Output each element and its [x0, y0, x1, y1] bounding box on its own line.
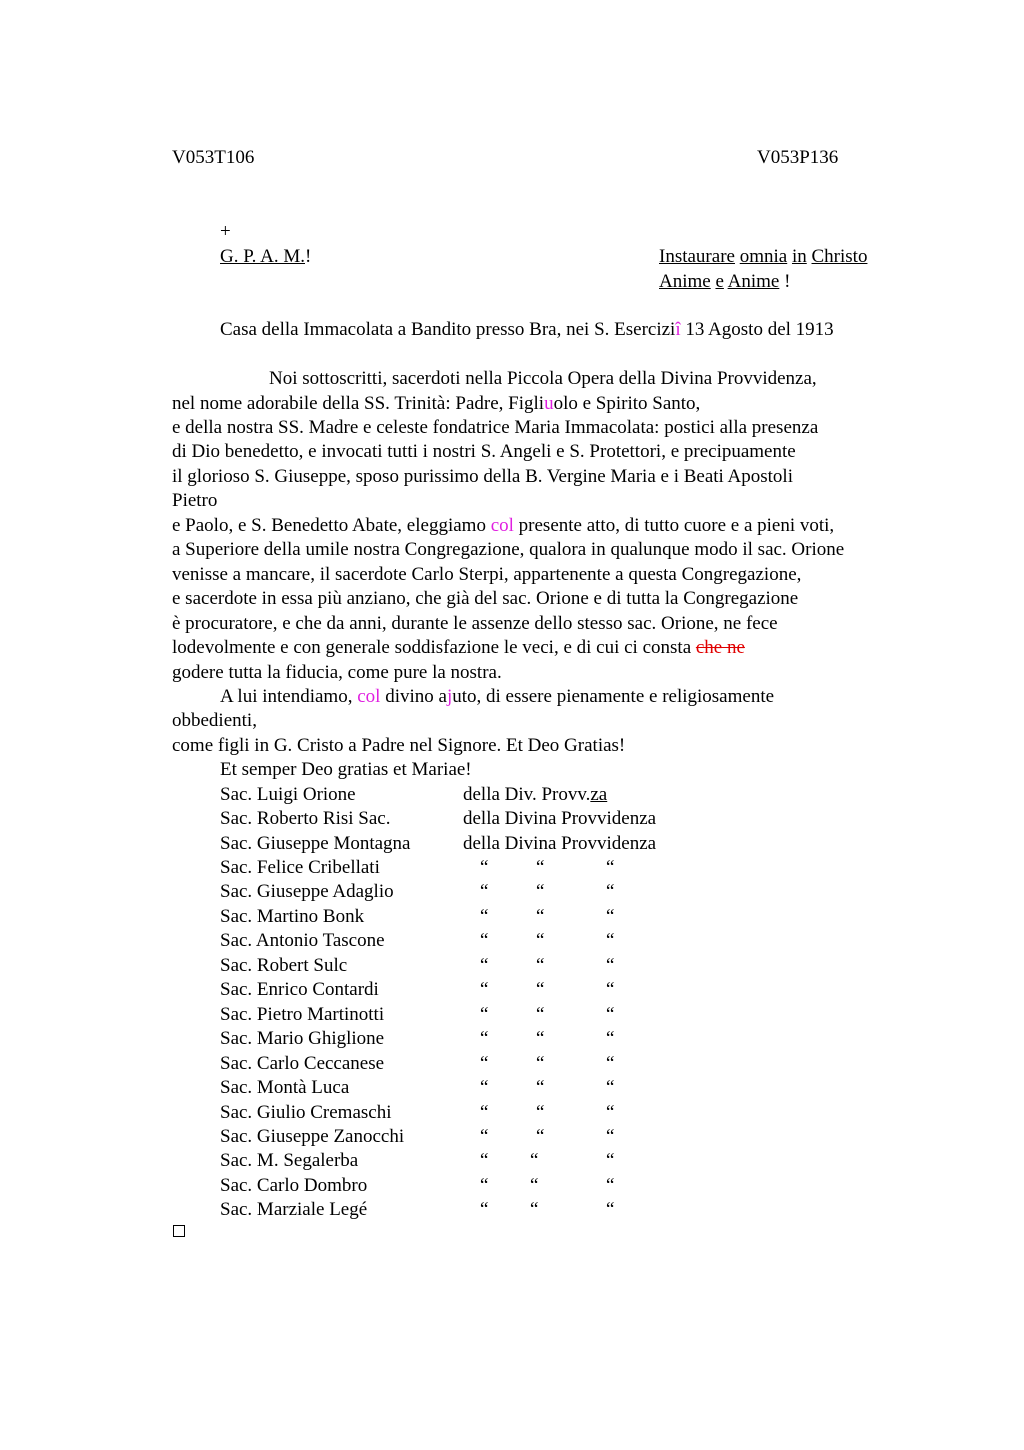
body-line: Et semper Deo gratias et Mariae! [220, 759, 472, 780]
motto-line-2 [659, 271, 790, 293]
ditto-mark: “ [536, 1126, 545, 1147]
ditto-mark: “ [606, 1150, 615, 1171]
body-text: olo e Spirito Santo, [553, 393, 701, 414]
ditto-mark: “ [480, 1175, 489, 1196]
ditto-mark: “ [606, 906, 615, 927]
body-line: obbedienti, [172, 710, 257, 731]
body-line: il glorioso S. Giuseppe, sposo purissimo della B. Vergine Maria e i Beati Apostoli [172, 466, 793, 487]
motto-word: Anime [659, 271, 711, 292]
ditto-mark: “ [480, 1028, 489, 1049]
ditto-mark: “ [536, 857, 545, 878]
motto-tail: ! [779, 271, 791, 292]
ditto-mark: “ [606, 1004, 615, 1025]
ditto-mark: “ [480, 979, 489, 1000]
signature-name: Sac. Martino Bonk [220, 906, 365, 927]
signature-name: Sac. Giuseppe Adaglio [220, 881, 394, 902]
affiliation-superscript: za [590, 784, 608, 805]
ditto-mark: “ [530, 1150, 539, 1171]
ditto-mark: “ [480, 906, 489, 927]
ditto-mark: “ [530, 1175, 539, 1196]
body-line: Noi sottoscritti, sacerdoti nella Piccola Opera della Divina Provvidenza, [269, 368, 817, 389]
affiliation-text: della Div. Provv. [463, 784, 591, 805]
highlighted-letter: u [544, 393, 554, 414]
body-line [172, 637, 745, 659]
body-text: A lui intendiamo, [220, 686, 358, 707]
ditto-mark: “ [536, 881, 545, 902]
signature-name: Sac. Carlo Ceccanese [220, 1053, 385, 1074]
body-text: lodevolmente e con generale soddisfazione le veci, e di cui ci consta [172, 637, 696, 658]
place-date-line [220, 319, 834, 341]
ditto-mark: “ [480, 955, 489, 976]
checkbox-square [173, 1225, 185, 1237]
signature-name: Sac. Roberto Risi Sac. [220, 808, 391, 829]
signature-name: Sac. M. Segalerba [220, 1150, 359, 1171]
ditto-mark: “ [480, 1077, 489, 1098]
signature-name: Sac. Enrico Contardi [220, 979, 379, 1000]
motto-word: Instaurare [659, 246, 735, 267]
ditto-mark: “ [606, 1199, 615, 1220]
ditto-mark: “ [606, 930, 615, 951]
place-date-text: Casa della Immacolata a Bandito presso Bra, nei S. Esercizi [220, 319, 676, 340]
highlighted-word: col [357, 686, 381, 707]
ditto-mark: “ [536, 1102, 545, 1123]
body-text: presente atto, di tutto cuore e a pieni voti, [513, 515, 835, 536]
signature-affiliation: della Divina Provvidenza [463, 808, 657, 829]
signature-affiliation [463, 784, 607, 806]
ditto-mark: “ [606, 857, 615, 878]
body-line: è procuratore, e che da anni, durante le assenze dello stesso sac. Orione, ne fece [172, 613, 778, 634]
ditto-mark: “ [530, 1199, 539, 1220]
ditto-mark: “ [480, 1102, 489, 1123]
signature-name: Sac. Montà Luca [220, 1077, 350, 1098]
body-text: uto, di essere pienamente e religiosamente [452, 686, 775, 707]
ditto-mark: “ [606, 1175, 615, 1196]
ditto-mark: “ [536, 1077, 545, 1098]
ditto-mark: “ [480, 1004, 489, 1025]
struck-text: che ne [695, 637, 745, 658]
cross-symbol: + [220, 221, 231, 242]
ditto-mark: “ [480, 881, 489, 902]
ditto-mark: “ [606, 1077, 615, 1098]
signature-name: Sac. Mario Ghiglione [220, 1028, 385, 1049]
ditto-mark: “ [606, 979, 615, 1000]
highlighted-letter: î [675, 319, 681, 340]
ditto-mark: “ [536, 1004, 545, 1025]
signature-name: Sac. Felice Cribellati [220, 857, 380, 878]
document-code-left: V053T106 [172, 147, 255, 168]
body-line [172, 393, 700, 415]
signature-name: Sac. Luigi Orione [220, 784, 356, 805]
signature-name: Sac. Antonio Tascone [220, 930, 385, 951]
ditto-mark: “ [606, 1028, 615, 1049]
body-line: come figli in G. Cristo a Padre nel Signore. Et Deo Gratias! [172, 735, 626, 756]
ditto-mark: “ [480, 1126, 489, 1147]
body-line [220, 686, 774, 708]
motto-word: omnia [739, 246, 788, 267]
body-line: Pietro [172, 490, 218, 511]
motto-line-1 [659, 246, 867, 268]
body-line [172, 515, 834, 537]
signature-name: Sac. Carlo Dombro [220, 1175, 368, 1196]
signature-name: Sac. Robert Sulc [220, 955, 348, 976]
body-line: di Dio benedetto, e invocati tutti i nostri S. Angeli e S. Protettori, e precipuamente [172, 441, 796, 462]
signature-name: Sac. Giuseppe Montagna [220, 833, 411, 854]
signature-name: Sac. Pietro Martinotti [220, 1004, 385, 1025]
body-text: e Paolo, e S. Benedetto Abate, eleggiamo [172, 515, 491, 536]
salutation-excl: ! [305, 246, 312, 267]
ditto-mark: “ [536, 1053, 545, 1074]
signature-name: Sac. Marziale Legé [220, 1199, 368, 1220]
ditto-mark: “ [536, 906, 545, 927]
highlighted-letter: j [446, 686, 453, 707]
ditto-mark: “ [480, 930, 489, 951]
body-line: e sacerdote in essa più anziano, che già del sac. Orione e di tutta la Congregazione [172, 588, 799, 609]
signature-name: Sac. Giuseppe Zanocchi [220, 1126, 405, 1147]
ditto-mark: “ [606, 881, 615, 902]
motto-word: e [715, 271, 724, 292]
body-line: a Superiore della umile nostra Congregazione, qualora in qualunque modo il sac. Orione [172, 539, 845, 560]
document-code-right: V053P136 [757, 147, 839, 168]
salutation-gpam: G. P. A. M. [220, 246, 305, 267]
ditto-mark: “ [536, 979, 545, 1000]
ditto-mark: “ [480, 1150, 489, 1171]
motto-word: Christo [811, 246, 868, 267]
place-date-text: 13 Agosto del 1913 [680, 319, 834, 340]
motto-word: in [791, 246, 807, 267]
ditto-mark: “ [606, 1102, 615, 1123]
ditto-mark: “ [606, 1126, 615, 1147]
ditto-mark: “ [536, 1028, 545, 1049]
body-text: nel nome adorabile della SS. Trinità: Padre, Figli [172, 393, 545, 414]
ditto-mark: “ [480, 1053, 489, 1074]
body-line: e della nostra SS. Madre e celeste fondatrice Maria Immacolata: postici alla presenza [172, 417, 819, 438]
signature-affiliation: della Divina Provvidenza [463, 833, 657, 854]
body-text: divino a [380, 686, 447, 707]
ditto-mark: “ [536, 930, 545, 951]
body-line: venisse a mancare, il sacerdote Carlo Sterpi, appartenente a questa Congregazione, [172, 564, 802, 585]
ditto-mark: “ [536, 955, 545, 976]
signature-name: Sac. Giulio Cremaschi [220, 1102, 392, 1123]
body-line: godere tutta la fiducia, come pure la nostra. [172, 662, 502, 683]
salutation [220, 246, 311, 268]
ditto-mark: “ [480, 1199, 489, 1220]
highlighted-word: col [490, 515, 514, 536]
ditto-mark: “ [480, 857, 489, 878]
ditto-mark: “ [606, 1053, 615, 1074]
ditto-mark: “ [606, 955, 615, 976]
motto-word: Anime [727, 271, 780, 292]
